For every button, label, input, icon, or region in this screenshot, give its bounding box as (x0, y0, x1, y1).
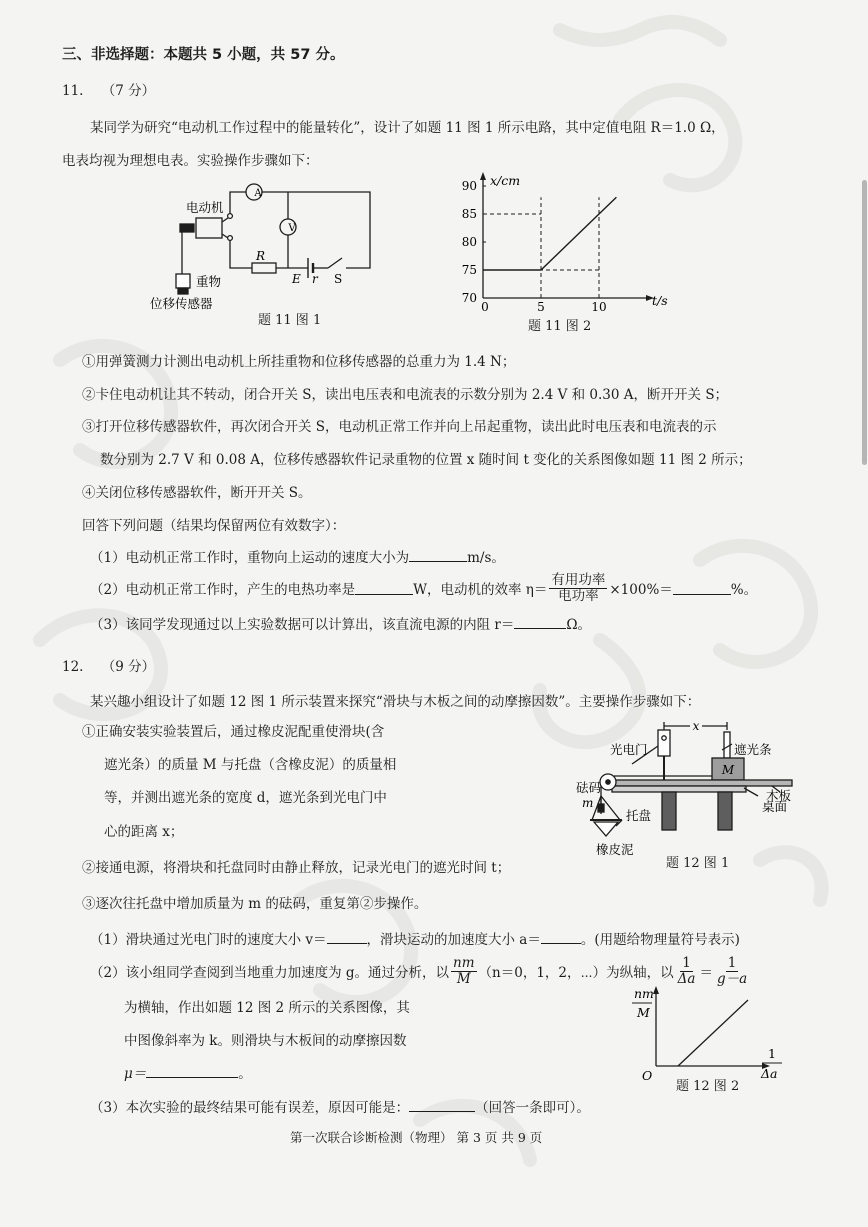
q11-p1-text: （1）电动机正常工作时，重物向上运动的速度大小为 (90, 550, 410, 566)
sensor-label: 位移传感器 (150, 296, 213, 311)
ammeter-label: A (254, 188, 262, 199)
x-tick-label: 10 (591, 300, 607, 314)
mu-label: μ＝ (124, 1066, 147, 1082)
q11-step-1: ①用弹簧测力计测出电动机上所挂重物和位移传感器的总重力为 1.4 N； (82, 354, 516, 370)
graph-y-den: M (637, 1005, 650, 1020)
chart-xlabel: t/s (652, 293, 668, 308)
q11-step-4: ④关闭位移传感器软件，断开开关 S。 (82, 485, 312, 501)
q11-fig1-caption: 题 11 图 1 (258, 313, 322, 328)
fraction-denominator: g－a (716, 970, 748, 987)
q12-p3-note: （回答一条即可）。 (475, 1100, 590, 1116)
q12-p2-end: 。 (238, 1066, 252, 1082)
q12-apparatus-figure (572, 716, 802, 866)
q11-p3-unit: Ω。 (566, 617, 592, 633)
q12-part-1 (90, 928, 740, 948)
y-tick-label: 80 (461, 235, 477, 249)
y-axis-arrow (480, 172, 486, 180)
board-label: 木板 (766, 788, 792, 803)
weights-label: 砝码 (576, 780, 602, 795)
shading-strip-label: 遮光条 (734, 742, 772, 757)
q11-p3-blank[interactable] (514, 616, 566, 629)
emf-label: E (292, 272, 301, 286)
graph-x-num: 1 (768, 1046, 776, 1061)
q12-p1-accel: ，滑块运动的加速度大小 a＝ (366, 932, 541, 948)
q11-p1-blank[interactable] (409, 549, 467, 562)
switch-label: S (334, 272, 343, 286)
graph-x-den: Δa (761, 1066, 778, 1081)
fraction-numerator: 有用功率 (551, 571, 606, 588)
q11-p2-blank-2[interactable] (673, 582, 731, 595)
q12-number: 12. (62, 659, 84, 675)
q12-p2-x-fraction (676, 956, 698, 987)
q12-step-1-l3: 等，并测出遮光条的宽度 d，遮光条到光电门中 (104, 790, 387, 806)
q12-fig1-caption: 题 12 图 1 (666, 856, 730, 871)
q11-part-2 (90, 570, 757, 606)
q12-step-1-l2: 遮光条）的质量 M 与托盘（含橡皮泥）的质量相 (104, 757, 397, 773)
q12-step-1-l1: ①正确安装实验装置后，通过橡皮泥配重使滑块(含 (82, 724, 385, 740)
q11-xt-chart (440, 168, 670, 318)
x-tick-label: 5 (537, 300, 545, 314)
q12-p2-line-2: 为横轴，作出如题 12 图 2 所示的关系图像，其 (124, 1000, 410, 1016)
photogate-label: 光电门 (610, 742, 648, 757)
q12-intro: 某兴趣小组设计了如题 12 图 1 所示装置来探究“滑块与木板之间的动摩擦因数”。主要操作步骤如下： (90, 694, 701, 710)
putty-label: 橡皮泥 (596, 842, 634, 857)
fraction-denominator: 电功率 (558, 587, 599, 604)
x-tick-label: 0 (481, 300, 489, 314)
tray-label: 托盘 (626, 808, 652, 823)
tabletop-icon (612, 786, 746, 792)
scrollbar[interactable] (862, 180, 867, 465)
q12-p2-blank-mu[interactable] (146, 1065, 238, 1078)
chart-ylabel: x/cm (490, 173, 521, 188)
q11-fig2-caption: 题 11 图 2 (528, 319, 592, 334)
fraction-denominator: M (456, 970, 471, 987)
x-label: x (692, 719, 700, 733)
q11-p2-text: （2）电动机正常工作时，产生的电热功率是 (90, 582, 356, 598)
q11-p2-efficiency: W，电动机的效率 η＝ (413, 582, 548, 598)
q12-step-3: ③逐次往托盘中增加质量为 m 的砝码，重复第②步操作。 (82, 896, 428, 912)
q12-p2-x-fraction-2 (715, 956, 749, 987)
q12-step-1-l4: 心的距离 x； (104, 824, 184, 840)
fraction-numerator: 1 (727, 954, 737, 971)
q12-part-3 (90, 1096, 590, 1116)
q12-p2-y-fraction (451, 956, 477, 987)
q11-p2-times: ×100%＝ (609, 582, 673, 598)
table-label: 桌面 (762, 799, 788, 814)
q11-points: （7 分） (101, 83, 156, 99)
graph-line (678, 1000, 748, 1066)
photogate-icon (658, 730, 670, 756)
weight-label: 重物 (196, 274, 222, 289)
q12-p3-blank[interactable] (409, 1099, 475, 1112)
q11-step-3a: ③打开位移传感器软件，再次闭合开关 S，电动机正常工作并向上吊起重物，读出此时电压表和电流表的示 (82, 419, 717, 435)
motor-icon (196, 218, 222, 238)
block-label: M (721, 763, 735, 777)
q11-p2-blank-1[interactable] (355, 582, 413, 595)
q12-p2-line-4 (124, 1062, 252, 1082)
q12-step-2: ②接通电源，将滑块和托盘同时由静止释放，记录光电门的遮光时间 t； (82, 860, 511, 876)
q12-p3-text: （3）本次实验的最终结果可能有误差，原因可能是： (90, 1100, 410, 1116)
q11-p1-unit: m/s。 (467, 550, 505, 566)
q11-answer-prompt: 回答下列问题（结果均保留两位有效数字）： (82, 518, 346, 534)
q11-p2-fraction (549, 573, 607, 604)
series-line (483, 197, 616, 270)
q11-header (62, 79, 155, 99)
q11-p2-percent: %。 (730, 582, 758, 598)
q12-p2-line-3: 中图像斜率为 k。则滑块与木板间的动摩擦因数 (124, 1033, 407, 1049)
m-label: m (582, 796, 594, 810)
q11-number: 11. (62, 83, 84, 99)
q11-step-3b: 数分别为 2.7 V 和 0.08 A，位移传感器软件记录重物的位置 x 随时间 t 变化的关系图像如题 11 图 2 所示； (100, 452, 752, 468)
y-tick-label: 85 (461, 207, 477, 221)
q11-part-1 (90, 546, 505, 566)
motor-label: 电动机 (186, 200, 224, 215)
q11-part-3 (90, 613, 591, 633)
q12-header (62, 655, 155, 675)
q12-points: （9 分） (101, 659, 156, 675)
board-icon (614, 780, 792, 786)
page-footer: 第一次联合诊断检测（物理） 第 3 页 共 9 页 (290, 1130, 543, 1145)
q12-p2-axis-text: （n＝0，1，2，⋯）为纵轴，以 (478, 965, 674, 981)
fraction-numerator: nm (453, 954, 475, 971)
graph-y-num: nm (634, 986, 654, 1001)
q11-step-2: ②卡住电动机让其不转动，闭合开关 S，读出电压表和电流表的示数分别为 2.4 V 和 0.30 A，断开开关 S； (82, 387, 729, 403)
fraction-denominator: Δa (677, 970, 696, 987)
q12-p1-blank-v[interactable] (327, 931, 367, 944)
q12-p1-note: 。(用题给物理量符号表示) (580, 932, 740, 948)
y-tick-label: 90 (461, 179, 477, 193)
q11-intro-2: 电表均视为理想电表。实验操作步骤如下： (62, 153, 319, 169)
q12-p1-text: （1）滑块通过光电门时的速度大小 v＝ (90, 932, 327, 948)
y-tick-label: 70 (461, 291, 477, 305)
q12-p2-equals: ＝ (699, 965, 713, 981)
q12-p1-blank-a[interactable] (541, 931, 581, 944)
y-tick-label: 75 (461, 263, 477, 277)
voltmeter-label: V (288, 223, 296, 234)
putty-icon (594, 822, 618, 836)
section-header: 三、非选择题：本题共 5 小题，共 57 分。 (62, 47, 345, 63)
internal-r-label: r (312, 272, 318, 286)
graph-origin: O (642, 1068, 653, 1083)
resistor-icon (252, 263, 276, 273)
q12-part-2 (90, 952, 751, 990)
q12-fig2-caption: 题 12 图 2 (676, 1079, 740, 1094)
q11-p3-text: （3）该同学发现通过以上实验数据可以计算出，该直流电源的内阻 r＝ (90, 617, 515, 633)
fraction-numerator: 1 (682, 954, 691, 971)
q12-p2-text: （2）该小组同学查阅到当地重力加速度为 g。通过分析，以 (90, 965, 450, 981)
q11-intro-1: 某同学为研究“电动机工作过程中的能量转化”，设计了如题 11 图 1 所示电路，其中定值电阻 R＝1.0 Ω， (90, 120, 725, 136)
resistor-label: R (256, 249, 266, 263)
